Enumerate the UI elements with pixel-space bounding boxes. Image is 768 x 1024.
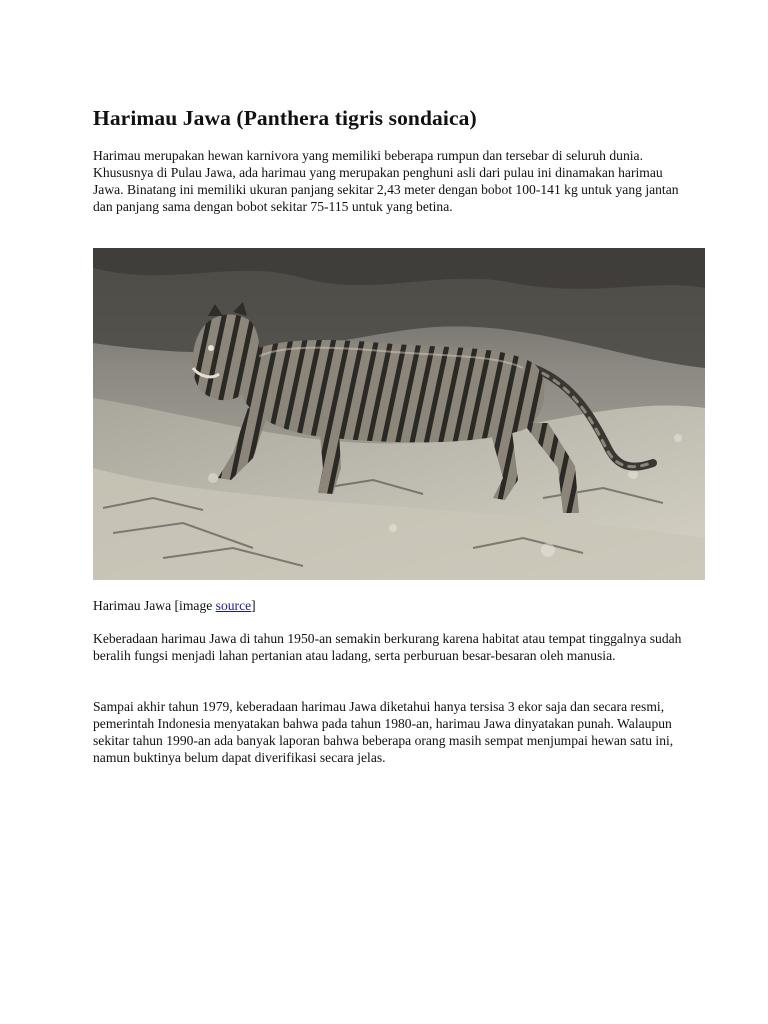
intro-paragraph: Harimau merupakan hewan karnivora yang memiliki beberapa rumpun dan tersebar di seluruh dunia. Khususnya di Pulau Jawa, ada harimau yang merupakan penghuni asli dari pulau ini dinamakan harimau Jawa. Binatang ini memiliki ukuran panjang sekitar 2,43 meter dengan bobot 100-141 kg untuk yang jantan dan panjang sama dengan bobot sekitar 75-115 untuk yang betina. (93, 148, 679, 214)
document-page (93, 103, 683, 765)
caption-text: Harimau Jawa [image (93, 598, 216, 613)
caption-bracket: ] (251, 598, 256, 613)
paragraph-extinction: Sampai akhir tahun 1979, keberadaan harimau Jawa diketahui hanya tersisa 3 ekor saja dan secara resmi, pemerintah Indonesia menyatakan bahwa pada tahun 1980-an, harimau Jawa dinyatakan punah. Walaupun sekitar tahun 1990-an ada banyak laporan bahwa beberapa orang masih sempat menjumpai hewan satu ini, namun buktinya belum dapat diverifikasi secara jelas. (93, 699, 674, 765)
image-caption (93, 597, 256, 614)
source-link[interactable]: source (215, 598, 252, 613)
paragraph-habitat: Keberadaan harimau Jawa di tahun 1950-an semakin berkurang karena habitat atau tempat tinggalnya sudah beralih fungsi menjadi lahan pertanian atau ladang, serta perburuan besar-besaran oleh manusia. (93, 631, 682, 663)
article-title: Harimau Jawa (Panthera tigris sondaica) (93, 106, 477, 130)
tiger-photo (93, 248, 705, 580)
